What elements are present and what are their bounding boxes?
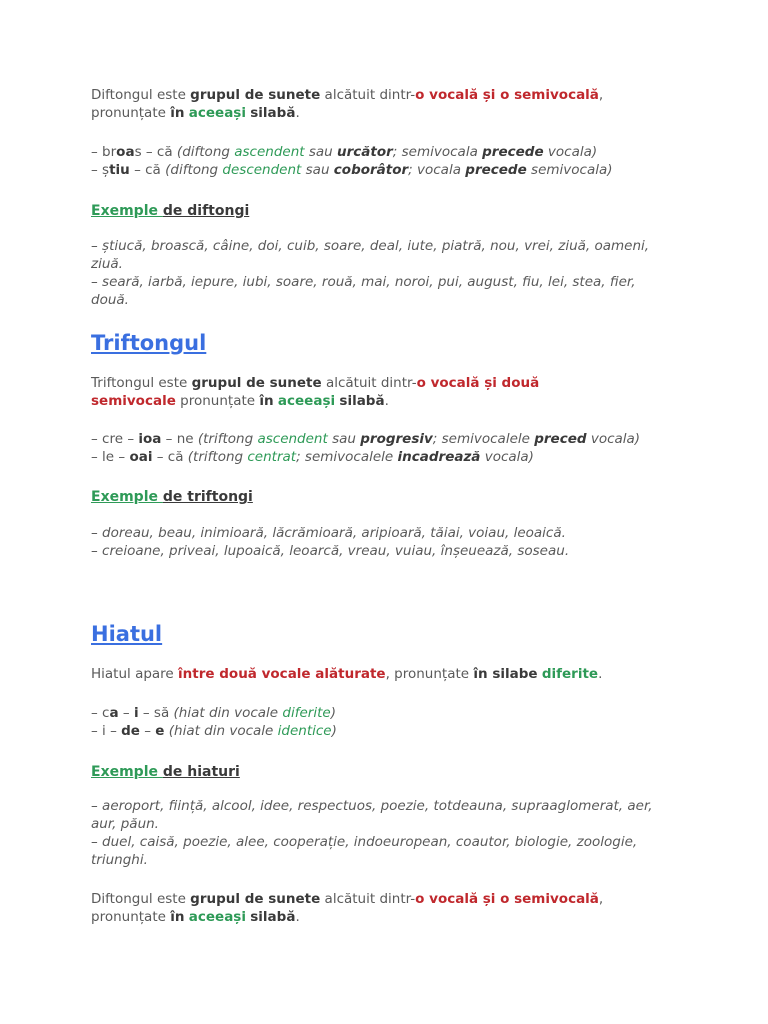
- text: ,: [598, 891, 604, 907]
- text: – i –: [91, 723, 122, 739]
- bold-term: urcător: [337, 144, 393, 160]
- bold-term: silabă: [250, 105, 296, 121]
- text: vocala): [543, 144, 598, 160]
- text: ; semivocalele: [432, 431, 535, 447]
- bold-term: i: [133, 705, 139, 721]
- highlight-term: aceeași: [277, 393, 336, 409]
- text: .: [295, 105, 300, 121]
- text: – c: [91, 705, 110, 721]
- text: alcătuit dintr-: [320, 891, 416, 907]
- bold-term: precede: [465, 162, 527, 178]
- list-item: – doreau, beau, inimioară, lăcrămioară, aripioară, tăiai, voiau, leoaică.: [91, 525, 566, 541]
- diftong-examples: [91, 143, 691, 179]
- highlight-term: o vocală și o semivocală: [415, 87, 599, 103]
- text: sau: [304, 144, 338, 160]
- bold-term: oai: [129, 449, 153, 465]
- text: (diftong: [165, 162, 223, 178]
- text: sau: [327, 431, 361, 447]
- text: – ne: [161, 431, 198, 447]
- hiat-examples: [91, 704, 691, 740]
- highlight-term: ascendent: [234, 144, 305, 160]
- highlight-term: diferite: [282, 705, 331, 721]
- highlight-term: ascendent: [257, 431, 328, 447]
- text: –: [139, 723, 156, 739]
- text: ; semivocala: [392, 144, 483, 160]
- text: pronunțate: [175, 393, 260, 409]
- text: , pronunțate: [385, 666, 474, 682]
- bold-term: oa: [116, 144, 135, 160]
- bold-term: în silabe: [473, 666, 538, 682]
- highlight-term: o vocală și două: [416, 375, 540, 391]
- bold-term: grupul de sunete: [190, 891, 321, 907]
- list-item: – seară, iarbă, iepure, iubi, soare, rouă, mai, noroi, pui, august, fiu, lei, stea, fier, două.: [91, 274, 636, 308]
- text: vocala): [480, 449, 534, 465]
- list-item: – duel, caisă, poezie, alee, cooperație, indoeuropean, coautor, biologie, zoologie, triunghi.: [91, 834, 638, 868]
- text: (triftong: [187, 449, 248, 465]
- footer-definition: [91, 890, 691, 926]
- heading-label: de diftongi: [162, 203, 250, 219]
- hiat-definition: [91, 665, 691, 683]
- highlight-term: o vocală și o semivocală: [415, 891, 599, 907]
- bold-term: ioa: [138, 431, 162, 447]
- text: .: [598, 666, 603, 682]
- highlight-term: între două vocale alăturate: [178, 666, 386, 682]
- text: alcătuit dintr-: [321, 375, 417, 391]
- text: .: [295, 909, 300, 925]
- bold-term: a: [109, 705, 119, 721]
- text: Triftongul este: [91, 375, 192, 391]
- bold-term: e: [155, 723, 165, 739]
- bold-term: preced: [534, 431, 587, 447]
- text: .: [384, 393, 389, 409]
- text: Diftongul este: [91, 87, 191, 103]
- text: alcătuit dintr-: [320, 87, 416, 103]
- text: Diftongul este: [91, 891, 191, 907]
- bold-term: progresiv: [360, 431, 433, 447]
- hiat-examples-heading: [91, 763, 691, 781]
- bold-term: în: [170, 909, 185, 925]
- bold-term: grupul de sunete: [190, 87, 321, 103]
- text: –: [118, 705, 134, 721]
- triftong-examples: [91, 430, 691, 466]
- text: s – că: [134, 144, 177, 160]
- bold-term: în: [170, 105, 185, 121]
- text: pronunțate: [91, 105, 171, 121]
- text: – ș: [91, 162, 110, 178]
- triftong-definition: [91, 374, 691, 410]
- highlight-term: aceeași: [188, 105, 246, 121]
- highlight-term: descendent: [222, 162, 302, 178]
- text: ; vocala: [408, 162, 466, 178]
- bold-term: de: [121, 723, 140, 739]
- diftong-example-list: [91, 237, 671, 309]
- text: (hiat din vocale: [168, 723, 278, 739]
- highlight-term: diferite: [541, 666, 599, 682]
- list-item: – creioane, priveai, lupoaică, leoarcă, vreau, vuiau, înșeuează, soseau.: [91, 543, 570, 559]
- diftong-examples-heading: [91, 202, 691, 220]
- bold-term: silabă: [250, 909, 296, 925]
- list-item: – aeroport, ființă, alcool, idee, respectuos, poezie, totdeauna, supraaglomerat, aer, aur, păun.: [91, 798, 653, 832]
- text: pronunțate: [91, 909, 171, 925]
- heading-exemple: Exemple: [91, 489, 163, 505]
- heading-label: de hiaturi: [162, 764, 240, 780]
- text: semivocala): [526, 162, 613, 178]
- bold-term: precede: [482, 144, 544, 160]
- text: ,: [598, 87, 604, 103]
- bold-term: în: [259, 393, 274, 409]
- highlight-term: aceeași: [188, 909, 246, 925]
- heading-exemple: Exemple: [91, 203, 163, 219]
- text: (hiat din vocale: [173, 705, 283, 721]
- text: – le –: [91, 449, 130, 465]
- text: (triftong: [197, 431, 258, 447]
- text: ): [331, 723, 337, 739]
- bold-term: incadrează: [397, 449, 481, 465]
- triftong-examples-heading: [91, 488, 691, 506]
- text: ; semivocalele: [296, 449, 398, 465]
- highlight-term: semivocale: [91, 393, 176, 409]
- bold-term: silabă: [339, 393, 385, 409]
- bold-term: tiu: [109, 162, 130, 178]
- bold-term: grupul de sunete: [191, 375, 322, 391]
- triftong-example-list: [91, 524, 691, 560]
- text: Hiatul apare: [91, 666, 179, 682]
- text: – cre –: [91, 431, 139, 447]
- bold-term: coborâtor: [333, 162, 409, 178]
- text: – că: [129, 162, 166, 178]
- text: – br: [91, 144, 117, 160]
- hiat-example-list: [91, 797, 671, 869]
- heading-exemple: Exemple: [91, 764, 163, 780]
- highlight-term: centrat: [247, 449, 297, 465]
- highlight-term: identice: [277, 723, 332, 739]
- hiat-title[interactable]: Hiatul: [91, 622, 163, 646]
- triftong-title[interactable]: Triftongul: [91, 331, 207, 355]
- text: ): [330, 705, 336, 721]
- text: (diftong: [176, 144, 235, 160]
- text: sau: [301, 162, 334, 178]
- heading-label: de triftongi: [162, 489, 253, 505]
- text: – că: [152, 449, 188, 465]
- text: – să: [138, 705, 174, 721]
- diftong-definition: [91, 86, 691, 122]
- list-item: – știucă, broască, câine, doi, cuib, soare, deal, iute, piatră, nou, vrei, ziuă, oameni, ziuă.: [91, 238, 650, 272]
- text: vocala): [586, 431, 641, 447]
